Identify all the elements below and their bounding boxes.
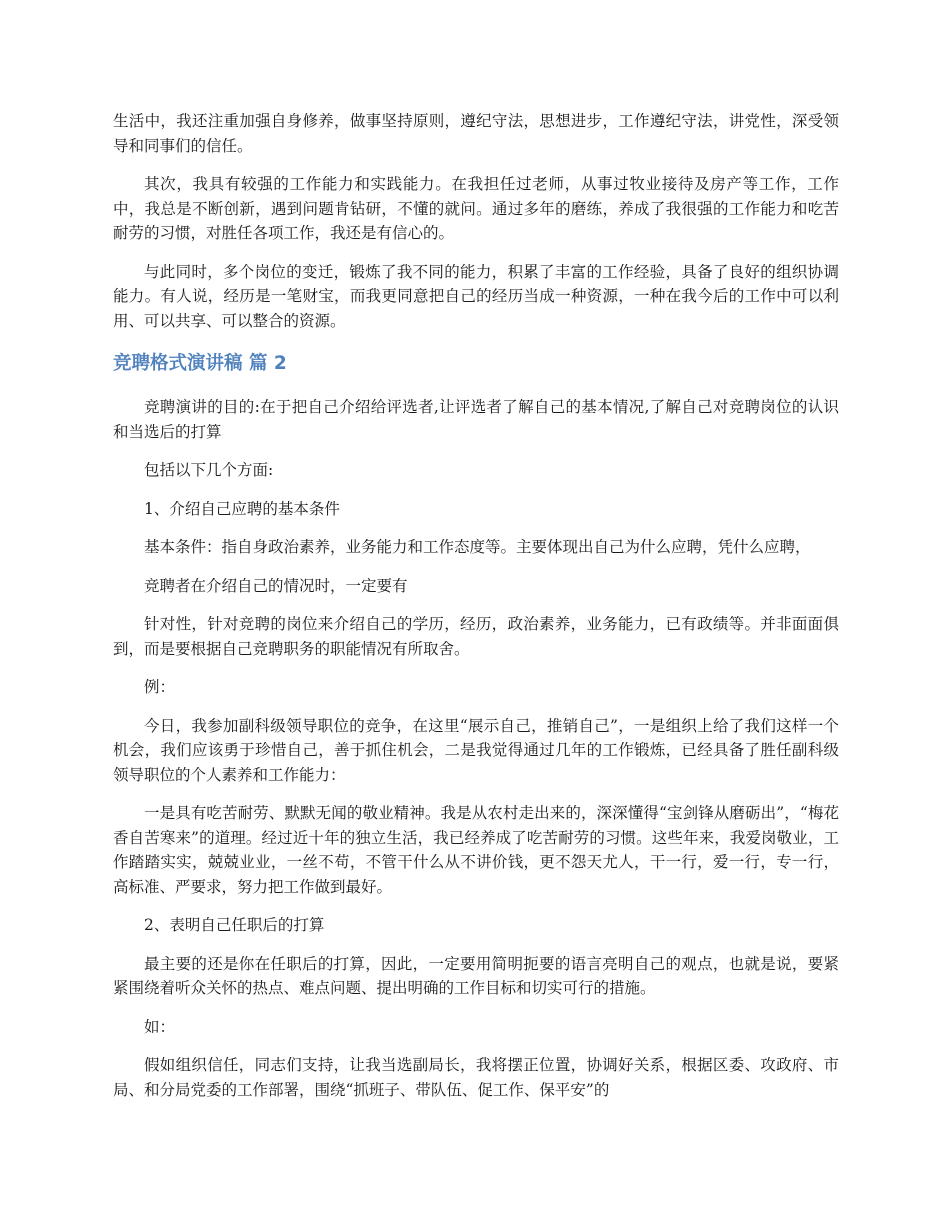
paragraph-basic-conditions: 基本条件：指自身政治素养，业务能力和工作态度等。主要体现出自己为什么应聘，凭什么应聘， — [144, 538, 811, 556]
paragraph-must-have: 竞聘者在介绍自己的情况时，一定要有 — [144, 576, 408, 595]
paragraph-purpose: 竞聘演讲的目的:在于把自己介绍给评选者,让评选者了解自己的基本情况,了解自己对竞聘岗位的认识和当选后的打算 — [113, 398, 839, 441]
paragraph-plans: 最主要的还是你在任职后的打算，因此，一定要用简明扼要的语言亮明自己的观点，也就是说，要紧紧围绕着听众关怀的热点、难点问题、提出明确的工作目标和切实可行的措施。 — [113, 954, 839, 997]
document-page — [113, 109, 839, 1116]
paragraph-if-elected: 假如组织信任，同志们支持，让我当选副局长，我将摆正位置，协调好关系，根据区委、攻政府、市局、和分局党委的工作部署，围绕“抓班子、带队伍、促工作、保平安”的 — [113, 1056, 839, 1099]
paragraph-example-today: 今日，我参加副科级领导职位的竞争，在这里“展示自己，推销自己”，一是组织上给了我们这样一个机会，我们应该勇于珍惜自己，善于抓住机会，二是我觉得通过几年的工作锻炼，已经具备了胜任副科级领导职位的个人素养和工作能力： — [113, 716, 839, 784]
paragraph-self-cultivation: 生活中，我还注重加强自身修养，做事坚持原则，遵纪守法，思想进步，工作遵纪守法，讲党性，深受领导和同事们的信任。 — [113, 112, 839, 155]
paragraph-aspects-intro: 包括以下几个方面: — [144, 461, 274, 479]
paragraph-dedication: 一是具有吃苦耐劳、默默无闻的敬业精神。我是从农村走出来的，深深懂得“宝剑锋从磨砺出”，“梅花香自苦寒来”的道理。经过近十年的独立生活，我已经养成了吃苦耐劳的习惯。这些年来，我爱岗敬业，工作踏踏实实，兢兢业业，一丝不苟，不管干什么从不讲价钱，更不怨天尤人，干一行，爱一行，专一行，高标准、严要求，努力把工作做到最好。 — [113, 804, 839, 896]
example-label: 例： — [144, 678, 176, 696]
list-item-1-heading: 1、介绍自己应聘的基本条件 — [144, 499, 340, 518]
paragraph-work-ability: 其次，我具有较强的工作能力和实践能力。在我担任过老师，从事过牧业接待及房产等工作，工作中，我总是不断创新，遇到问题肯钻研，不懂的就问。通过多年的磨练，养成了我很强的工作能力和吃苦耐劳的习惯，对胜任各项工作，我还是有信心的。 — [113, 175, 839, 242]
example-label-2: 如： — [144, 1017, 176, 1036]
list-item-2-heading: 2、表明自己任职后的打算 — [144, 916, 325, 934]
paragraph-experience: 与此同时，多个岗位的变迁，锻炼了我不同的能力，积累了丰富的工作经验，具备了良好的组织协调能力。有人说，经历是一笔财宝，而我更同意把自己的经历当成一种资源，一种在我今后的工作中可以利用、可以共享、可以整合的资源。 — [113, 262, 839, 330]
section-heading: 竞聘格式演讲稿 篇 2 — [113, 353, 287, 374]
paragraph-pertinence: 针对性，针对竞聘的岗位来介绍自己的学历，经历，政治素养，业务能力，已有政绩等。并非面面俱到，而是要根据自己竞聘职务的职能情况有所取舍。 — [113, 615, 839, 658]
